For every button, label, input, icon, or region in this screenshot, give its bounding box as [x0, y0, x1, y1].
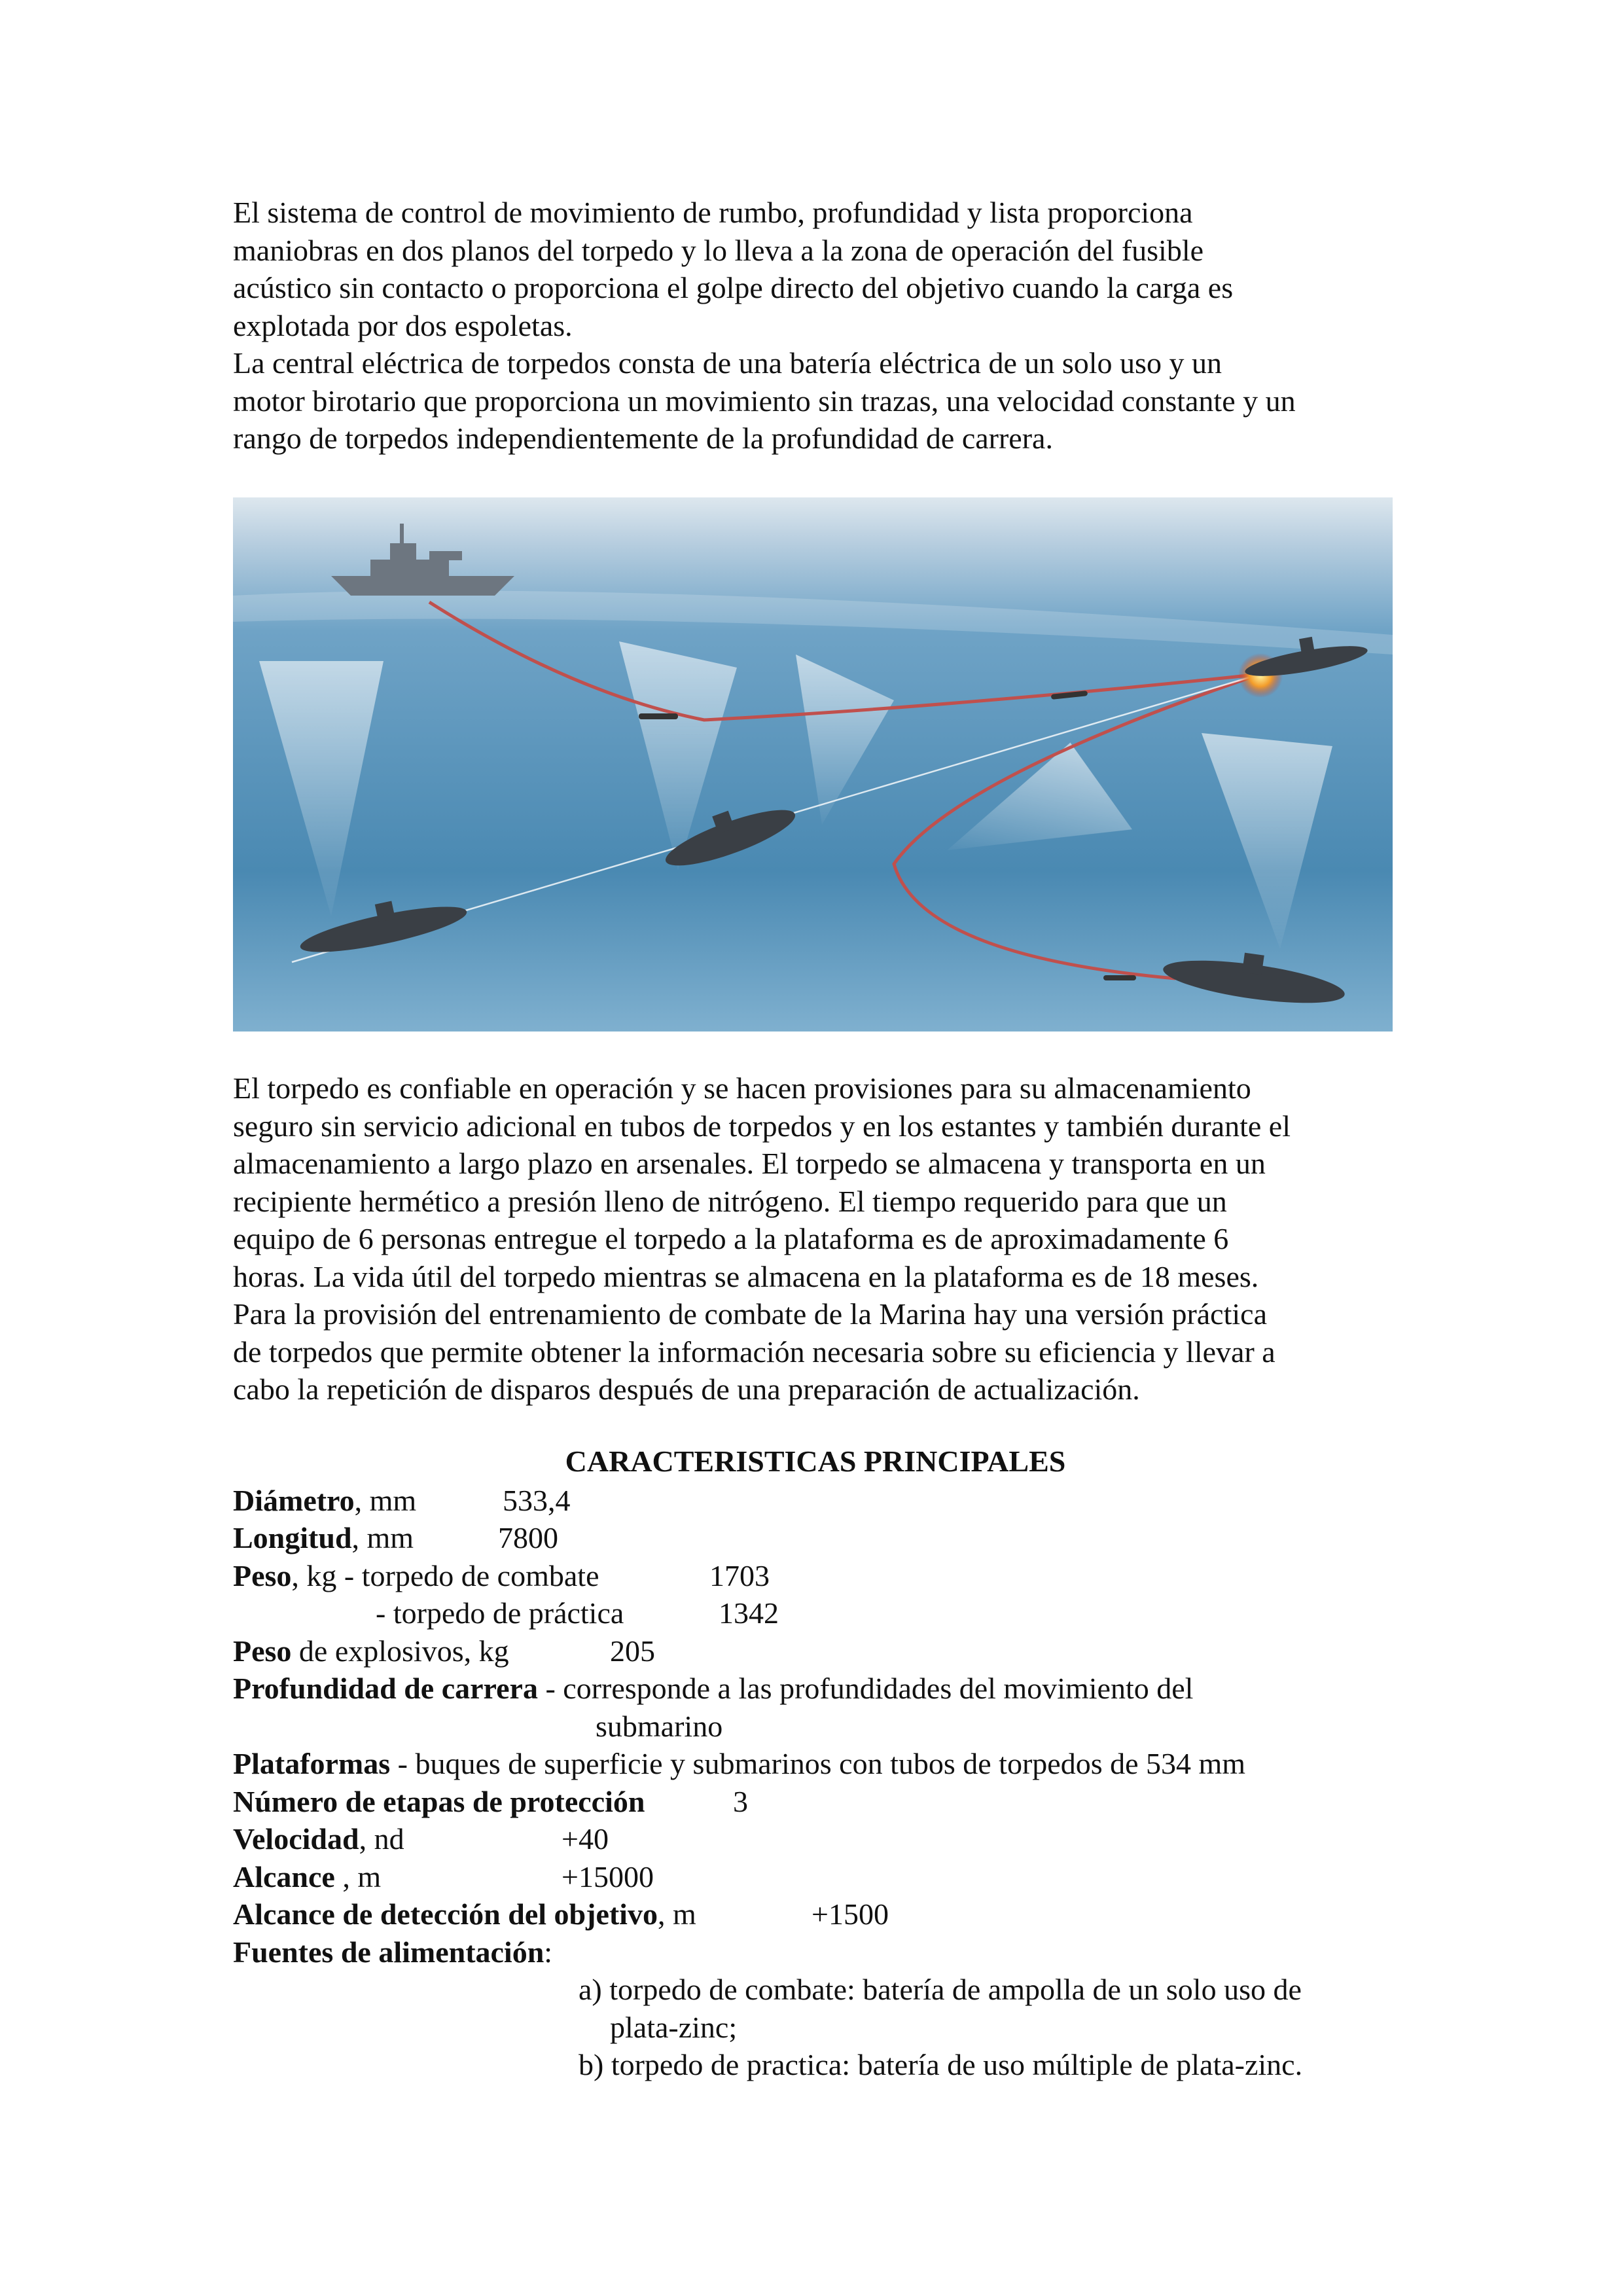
spec-fuentes — [233, 1933, 1398, 1971]
spec-deteccion — [233, 1895, 1398, 1933]
text-profundidad-cont: submarino — [596, 1709, 723, 1743]
spec-etapas — [233, 1783, 1398, 1821]
text-plataformas: - buques de superficie y submarinos con tubos de torpedos de 534 mm — [390, 1747, 1246, 1780]
spec-peso — [233, 1557, 1398, 1595]
unit-peso-explosivos: de explosivos, kg — [291, 1634, 509, 1668]
value-etapas: 3 — [733, 1784, 748, 1818]
specifications — [233, 1443, 1398, 2084]
text-profundidad: - corresponde a las profundidades del movimiento del — [537, 1672, 1194, 1705]
label-longitud: Longitud — [233, 1521, 352, 1554]
unit-velocidad: , nd — [359, 1822, 404, 1856]
para1-line-3: acústico sin contacto o proporciona el golpe directo del objetivo cuando la carga es — [233, 271, 1234, 304]
label-velocidad: Velocidad — [233, 1822, 359, 1856]
value-longitud: 7800 — [498, 1521, 558, 1554]
para1-line-7: rango de torpedos independientemente de la profundidad de carrera. — [233, 422, 1053, 455]
value-velocidad: +40 — [562, 1822, 609, 1856]
specs-title: CARACTERISTICAS PRINCIPALES — [565, 1444, 1066, 1478]
paragraph-2 — [233, 1069, 1398, 1408]
value-peso-practica: 1342 — [719, 1596, 779, 1630]
unit-peso: , kg - torpedo de combate — [291, 1558, 599, 1592]
para1-line-1: El sistema de control de movimiento de rumbo, profundidad y lista proporciona — [233, 196, 1193, 229]
value-diametro: 533,4 — [503, 1483, 571, 1517]
spec-profundidad-cont — [233, 1708, 1398, 1746]
spec-diametro — [233, 1482, 1398, 1520]
label-profundidad: Profundidad de carrera — [233, 1672, 538, 1705]
text-fuente-a: a) torpedo de combate: batería de ampolla de un solo uso de — [579, 1973, 1302, 2006]
para2-line-3: almacenamiento a largo plazo en arsenales. El torpedo se almacena y transporta en un — [233, 1147, 1266, 1180]
suffix-fuentes: : — [544, 1935, 553, 1969]
para2-line-2: seguro sin servicio adicional en tubos de torpedos y en los estantes y también durante el — [233, 1109, 1291, 1143]
value-alcance: +15000 — [562, 1859, 654, 1893]
para2-line-1: El torpedo es confiable en operación y se hacen provisiones para su almacenamiento — [233, 1071, 1251, 1105]
spec-profundidad — [233, 1670, 1398, 1708]
label-peso-explosivos: Peso — [233, 1634, 292, 1668]
spec-peso-explosivos — [233, 1632, 1398, 1670]
label-plataformas: Plataformas — [233, 1747, 391, 1780]
para2-line-5: equipo de 6 personas entregue el torpedo a la plataforma es de aproximadamente 6 — [233, 1222, 1229, 1255]
paragraph-1 — [233, 194, 1398, 457]
para2-line-6: horas. La vida útil del torpedo mientras se almacena en la plataforma es de 18 meses. — [233, 1259, 1259, 1293]
label-etapas: Número de etapas de protección — [233, 1784, 645, 1818]
label-peso-practica: - torpedo de práctica — [376, 1596, 624, 1630]
sea-scene — [233, 497, 1393, 1031]
text-fuente-a-cont: plata-zinc; — [610, 2010, 738, 2044]
para1-line-5: La central eléctrica de torpedos consta de una batería eléctrica de un solo uso y un — [233, 346, 1222, 380]
label-peso: Peso — [233, 1558, 292, 1592]
spec-velocidad — [233, 1820, 1398, 1858]
spec-fuente-a-cont — [233, 2009, 1398, 2047]
spec-fuente-a — [233, 1971, 1398, 2009]
unit-alcance: , m — [334, 1859, 382, 1893]
value-deteccion: +1500 — [812, 1897, 889, 1931]
para2-line-9: cabo la repetición de disparos después de una preparación de actualización. — [233, 1372, 1140, 1406]
label-alcance: Alcance — [233, 1859, 335, 1893]
text-fuente-b: b) torpedo de practica: batería de uso múltiple de plata-zinc. — [579, 2048, 1303, 2081]
spec-plataformas — [233, 1745, 1398, 1783]
para1-line-2: maniobras en dos planos del torpedo y lo lleva a la zona de operación del fusible — [233, 233, 1204, 267]
spec-peso-practica — [233, 1594, 1398, 1632]
para2-line-8: de torpedos que permite obtener la información necesaria sobre su eficiencia y llevar a — [233, 1335, 1275, 1369]
value-peso-explosivos: 205 — [610, 1634, 655, 1668]
spec-alcance — [233, 1858, 1398, 1896]
spec-longitud — [233, 1519, 1398, 1557]
spec-fuente-b — [233, 2046, 1398, 2084]
label-fuentes: Fuentes de alimentación — [233, 1935, 544, 1969]
label-diametro: Diámetro — [233, 1483, 355, 1517]
para1-line-6: motor birotario que proporciona un movimiento sin trazas, una velocidad constante y un — [233, 384, 1296, 418]
unit-diametro: , mm — [354, 1483, 417, 1517]
para2-line-7: Para la provisión del entrenamiento de combate de la Marina hay una versión práctica — [233, 1297, 1267, 1331]
unit-deteccion: , m — [657, 1897, 696, 1931]
value-peso-combate: 1703 — [709, 1558, 770, 1592]
para1-line-4: explotada por dos espoletas. — [233, 308, 573, 342]
torpedo-engagement-illustration — [233, 497, 1393, 1031]
label-deteccion: Alcance de detección del objetivo — [233, 1897, 658, 1931]
para2-line-4: recipiente hermético a presión lleno de nitrógeno. El tiempo requerido para que un — [233, 1184, 1227, 1218]
unit-longitud: , mm — [351, 1521, 414, 1554]
